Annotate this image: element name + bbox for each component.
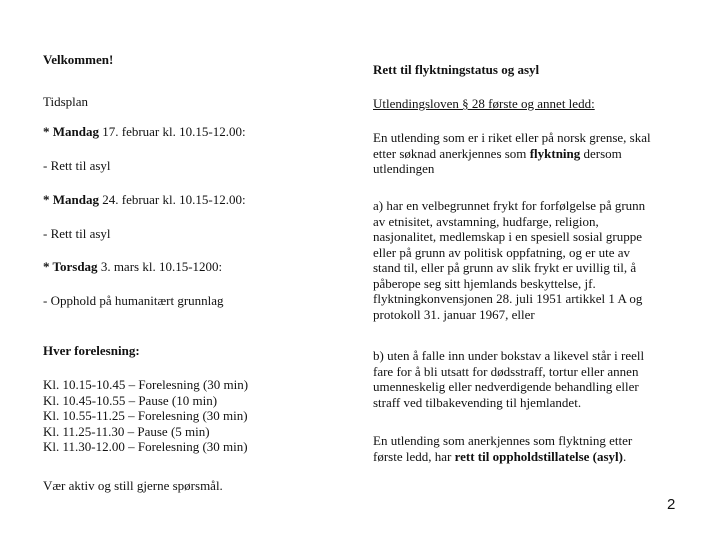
lecture-line: Kl. 11.25-11.30 – Pause (5 min)	[43, 423, 210, 439]
paragraph-line: stand til, eller på grunn av slik frykt er uvillig til, å	[373, 260, 637, 275]
session-topic: - Rett til asyl	[43, 158, 111, 173]
session-time: 17. februar kl. 10.15-12.00:	[98, 124, 246, 139]
paragraph-line: b) uten å falle inn under bokstav a likevel står i reell	[373, 348, 645, 363]
session-day: * Mandag	[43, 192, 99, 207]
welcome-heading: Velkommen!	[43, 52, 114, 67]
schedule-title: Tidsplan	[43, 94, 89, 109]
paragraph-a	[373, 198, 673, 322]
paragraph-line: eller på grunn av politisk oppfatning, og er ute av	[373, 244, 631, 260]
paragraph-text: første ledd, har	[373, 448, 455, 464]
paragraph-line: a) har en velbegrunnet frykt for forfølgelse på grunn	[373, 198, 646, 213]
session-topic: - Opphold på humanitært grunnlag	[43, 293, 224, 308]
page-number: 2	[667, 496, 676, 513]
bold-term: flyktning	[529, 145, 581, 161]
lecture-line: Kl. 10.45-10.55 – Pause (10 min)	[43, 392, 218, 408]
paragraph-line: fare for å bli utsatt for dødsstraff, tortur eller annen	[373, 363, 639, 379]
lecture-heading: Hver forelesning:	[43, 343, 140, 358]
session-topic: - Rett til asyl	[43, 226, 111, 241]
session-day: * Mandag	[43, 124, 99, 139]
paragraph-line: nasjonalitet, medlemskap i en spesiell sosial gruppe	[373, 229, 642, 244]
paragraph-text: .	[622, 448, 627, 464]
session-time: 3. mars kl. 10.15-1200:	[97, 259, 223, 274]
closing-text: Vær aktiv og still gjerne spørsmål.	[43, 478, 223, 493]
session-day: * Torsdag	[43, 259, 98, 274]
paragraph-text: dersom utlendingen	[373, 145, 622, 176]
paragraph-line: protokoll 31. januar 1967, eller	[373, 306, 535, 322]
session-date	[43, 192, 246, 208]
lecture-line: Kl. 10.15-10.45 – Forelesning (30 min)	[43, 377, 249, 392]
paragraph-text: En utlending som er i riket eller på norsk grense, skal etter søknad anerkjennes som	[373, 130, 651, 161]
paragraph-line: En utlending som anerkjennes som flyktning etter	[373, 433, 633, 448]
paragraph-b	[373, 348, 673, 410]
paragraph-line: av etnisitet, avstamning, hudfarge, religion,	[373, 213, 599, 229]
lecture-line: Kl. 10.55-11.25 – Forelesning (30 min)	[43, 408, 248, 423]
lecture-schedule	[43, 377, 248, 455]
session-date	[43, 124, 246, 140]
session-time: 24. februar kl. 10.15-12.00:	[98, 192, 246, 207]
session-date	[43, 259, 222, 275]
lecture-line: Kl. 11.30-12.00 – Forelesning (30 min)	[43, 439, 248, 454]
paragraph-line: flyktningkonvensjonen 28. juli 1951 artikkel 1 A og	[373, 291, 643, 306]
paragraph-asylum	[373, 433, 673, 464]
right-title: Rett til flyktningstatus og asyl	[373, 62, 540, 77]
paragraph-line: umenneskelig eller nedverdigende behandling eller	[373, 379, 639, 394]
bold-term: rett til oppholdstillatelse (asyl)	[454, 448, 623, 464]
paragraph-refugee-definition	[373, 130, 673, 177]
paragraph-line: påberope seg sitt hjemlands beskyttelse, jf.	[373, 275, 596, 291]
paragraph-line: straff ved tilbakevending til hjemlandet.	[373, 394, 582, 410]
paragraph-line	[373, 449, 673, 465]
law-reference: Utlendingsloven § 28 første og annet ledd:	[373, 96, 595, 111]
